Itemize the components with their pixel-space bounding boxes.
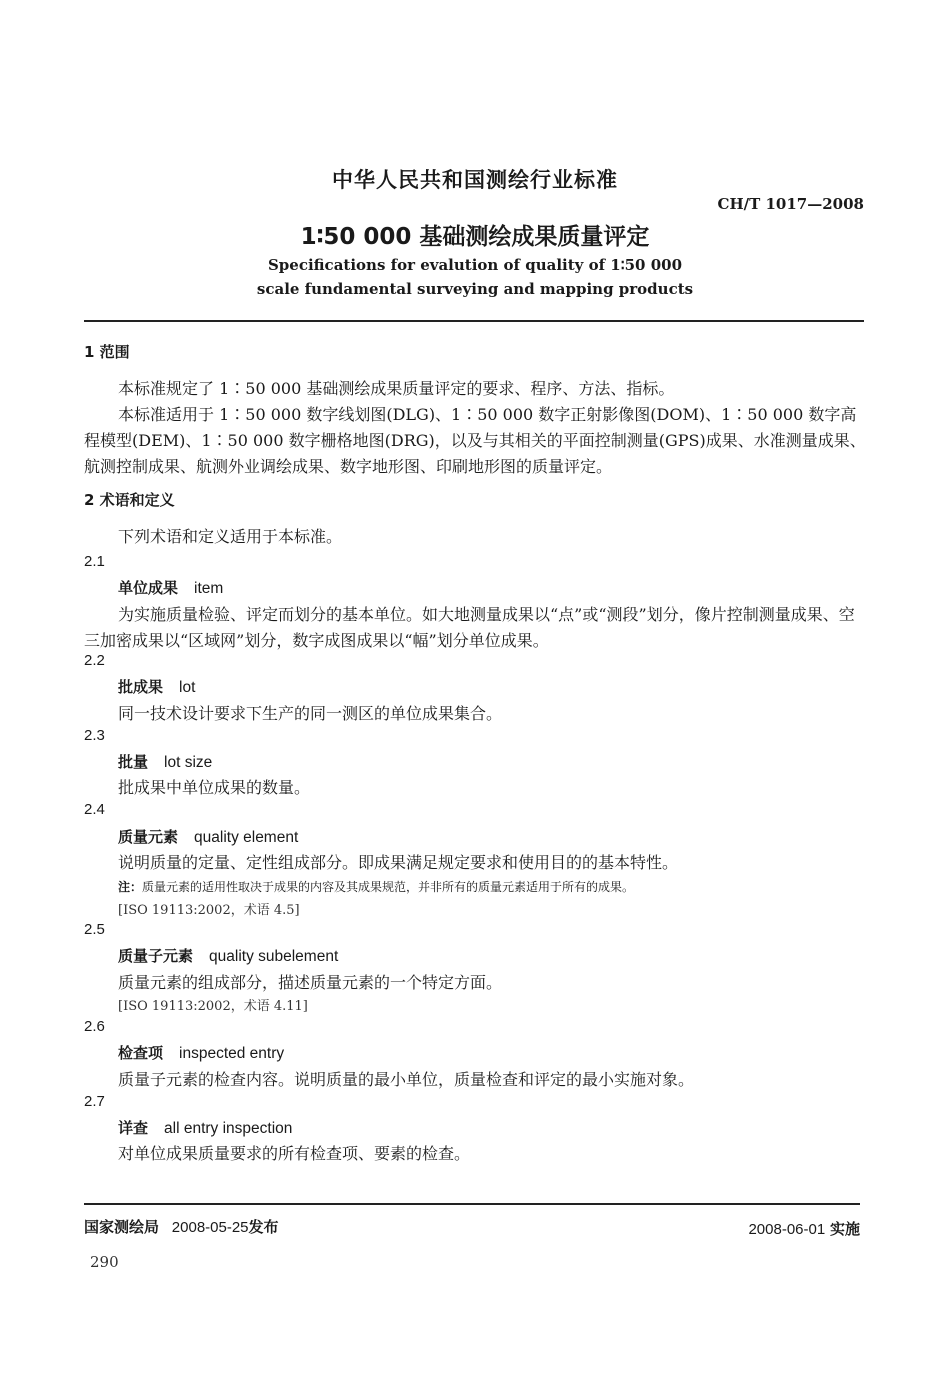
section-1-paragraph-2: 本标准适用于 1∶50 000 数字线划图(DLG)、1∶50 000 数字正射影像图(DOM)、1∶50 000 数字高程模型(DEM)、1∶50 000 数字栅格地图(DRG)，以及与其相关的平面控制测量(GPS)成果、水准测量成果、航测控制成果、航测外业调绘成果、数字地形图、印刷地形图的质量评定。 — [84, 405, 866, 476]
term-name-cn: 单位成果 — [118, 579, 179, 597]
issuing-authority: 国家测绘局 — [84, 1218, 160, 1236]
term-heading — [118, 945, 338, 966]
term-name-cn: 详查 — [118, 1119, 149, 1137]
footer-divider — [84, 1203, 860, 1205]
section-1-paragraph-1: 本标准规定了 1∶50 000 基础测绘成果质量评定的要求、程序、方法、指标。 — [118, 379, 675, 398]
term-name-cn: 质量子元素 — [118, 947, 194, 965]
term-name-cn: 检查项 — [118, 1044, 164, 1062]
industry-standard-label: 中华人民共和国测绘行业标准 — [332, 168, 618, 192]
term-definition: 同一技术设计要求下生产的同一测区的单位成果集合。 — [118, 704, 503, 723]
issue-date: 2008-05-25 — [171, 1219, 249, 1236]
standard-code: CH/T 1017—2008 — [717, 195, 864, 213]
effective-info — [748, 1218, 860, 1239]
term-name-en: inspected entry — [179, 1045, 285, 1062]
term-name-en: all entry inspection — [164, 1120, 293, 1137]
term-heading — [118, 676, 195, 697]
term-number: 2.5 — [84, 921, 105, 938]
term-number: 2.3 — [84, 727, 105, 744]
term-name-cn: 批成果 — [118, 678, 164, 696]
term-name-en: quality element — [194, 829, 299, 846]
term-definition: 批成果中单位成果的数量。 — [118, 778, 311, 797]
term-heading — [118, 1117, 292, 1138]
term-definition: 为实施质量检验、评定而划分的基本单位。如大地测量成果以“点”或“测段”划分，像片控制测量成果、空三加密成果以“区域网”划分，数字成图成果以“幅”划分单位成果。 — [84, 605, 855, 650]
issue-word: 发布 — [248, 1218, 279, 1236]
term-heading — [118, 1042, 284, 1063]
term-definition: 说明质量的定量、定性组成部分。即成果满足规定要求和使用目的的基本特性。 — [118, 853, 679, 872]
page-number: 290 — [90, 1253, 119, 1271]
term-heading — [118, 826, 298, 847]
issue-info — [84, 1216, 279, 1237]
term-name-en: item — [194, 580, 224, 597]
section-1-heading: 1 范围 — [84, 343, 130, 361]
term-definition: 质量元素的组成部分，描述质量元素的一个特定方面。 — [118, 973, 503, 992]
term-number: 2.4 — [84, 801, 105, 818]
header-divider — [84, 320, 864, 322]
section-2-heading: 2 术语和定义 — [84, 491, 175, 509]
term-number: 2.6 — [84, 1018, 105, 1035]
term-reference: [ISO 19113:2002，术语 4.5] — [118, 903, 300, 918]
term-heading — [118, 577, 223, 598]
term-note — [118, 878, 634, 895]
term-heading — [118, 751, 212, 772]
term-number: 2.2 — [84, 652, 105, 669]
term-name-en: lot — [179, 679, 196, 696]
term-number: 2.7 — [84, 1093, 105, 1110]
effective-date: 2008-06-01 — [748, 1221, 826, 1238]
term-number: 2.1 — [84, 553, 105, 570]
note-label: 注： — [118, 880, 143, 894]
effective-word: 实施 — [829, 1220, 860, 1238]
title-english-line-1: Specifications for evalution of quality of 1∶50 000 — [267, 256, 683, 274]
term-name-en: quality subelement — [209, 948, 339, 965]
term-reference: [ISO 19113:2002，术语 4.11] — [118, 999, 308, 1014]
document-title: 1∶50 000 基础测绘成果质量评定 — [300, 224, 650, 250]
term-name-cn: 质量元素 — [118, 828, 179, 846]
term-name-en: lot size — [164, 754, 213, 771]
term-definition: 对单位成果质量要求的所有检查项、要素的检查。 — [118, 1144, 471, 1163]
title-english-line-2: scale fundamental surveying and mapping products — [256, 280, 694, 298]
term-name-cn: 批量 — [118, 753, 149, 771]
section-2-paragraph-1: 下列术语和定义适用于本标准。 — [118, 527, 343, 546]
note-text: 质量元素的适用性取决于成果的内容及其成果规范，并非所有的质量元素适用于所有的成果。 — [142, 880, 635, 894]
term-definition: 质量子元素的检查内容。说明质量的最小单位，质量检查和评定的最小实施对象。 — [118, 1070, 695, 1089]
